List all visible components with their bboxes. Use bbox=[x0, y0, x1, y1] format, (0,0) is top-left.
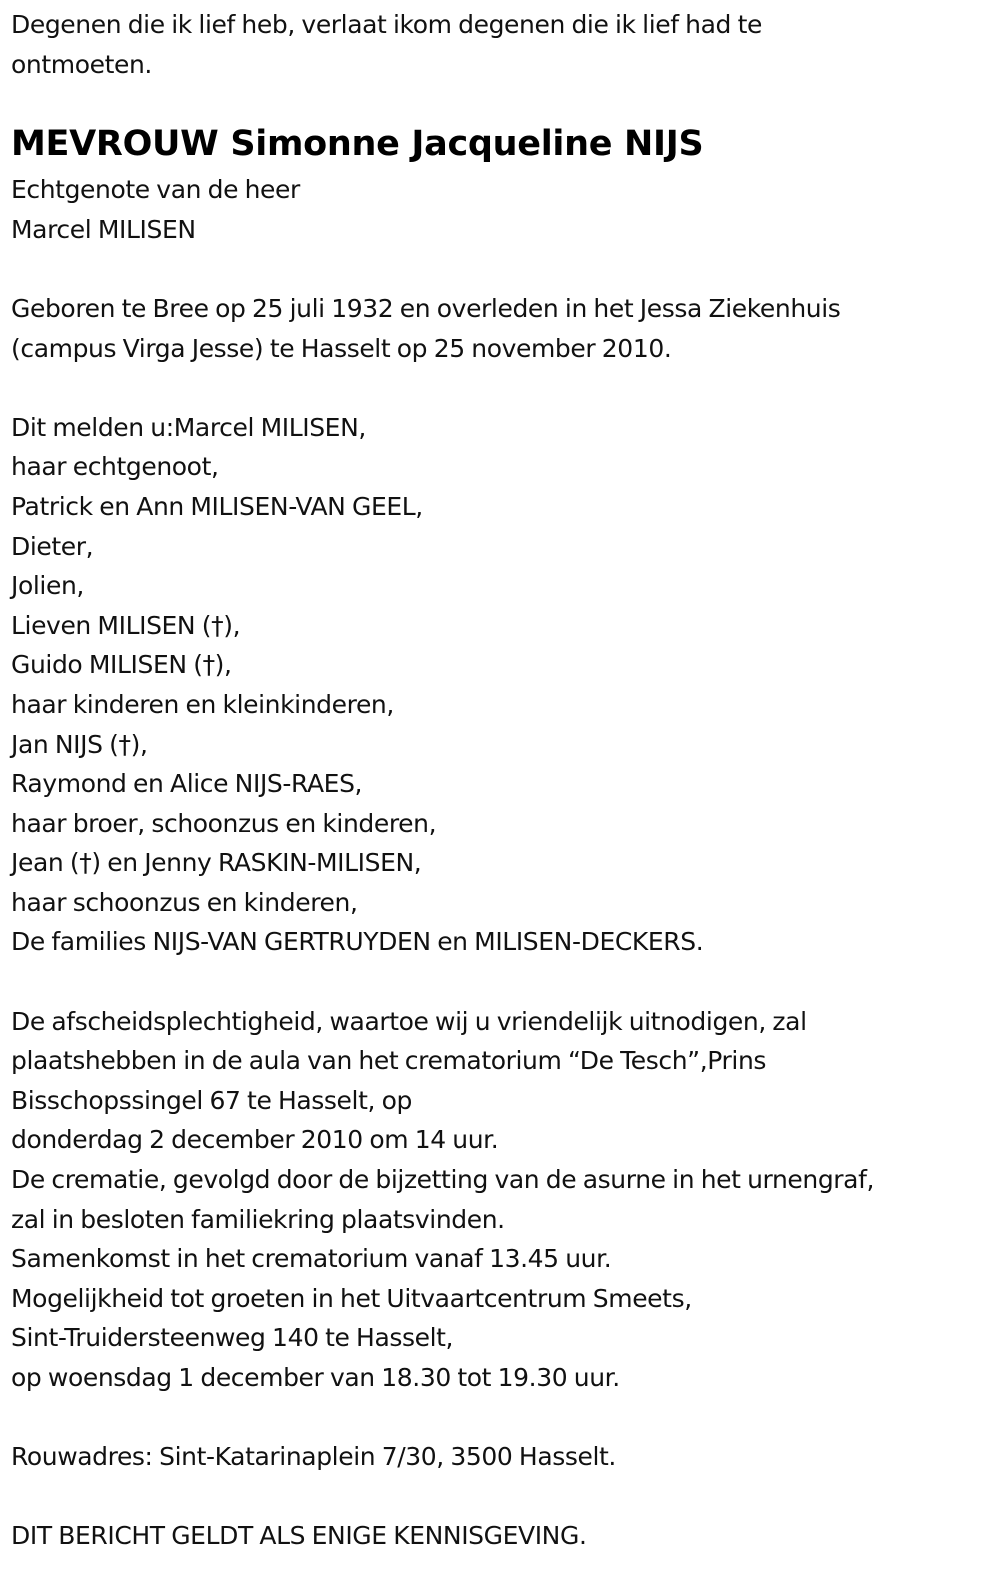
ceremony-line: Samenkomst in het crematorium vanaf 13.45 uur. bbox=[11, 1244, 612, 1274]
motto bbox=[11, 5, 1000, 84]
ceremony-line: donderdag 2 december 2010 om 14 uur. bbox=[11, 1125, 499, 1155]
notice-line: DIT BERICHT GELDT ALS ENIGE KENNISGEVING. bbox=[11, 1521, 587, 1551]
spouse-line: Marcel MILISEN bbox=[11, 214, 196, 244]
announcer-line: Jean (†) en Jenny RASKIN-MILISEN, bbox=[11, 848, 422, 878]
motto-line: Degenen die ik lief heb, verlaat ikom degenen die ik lief had te bbox=[11, 10, 762, 39]
ceremony-line: zal in besloten familiekring plaatsvinden. bbox=[11, 1204, 505, 1234]
announcer-line: haar kinderen en kleinkinderen, bbox=[11, 689, 394, 719]
ceremony-line: Sint-Truidersteenweg 140 te Hasselt, bbox=[11, 1323, 454, 1353]
spacer bbox=[11, 1477, 1000, 1517]
announcer-line: Raymond en Alice NIJS-RAES, bbox=[11, 769, 363, 799]
announcer-line: haar echtgenoot, bbox=[11, 452, 219, 482]
announcer-line: Dieter, bbox=[11, 531, 94, 561]
announcer-line: Jolien, bbox=[11, 571, 84, 601]
motto-line: ontmoeten. bbox=[11, 49, 152, 79]
spacer bbox=[11, 84, 1000, 110]
ceremony-line: Bisschopssingel 67 te Hasselt, op bbox=[11, 1085, 412, 1115]
announcers-list bbox=[11, 408, 1000, 962]
spacer bbox=[11, 368, 1000, 408]
announcer-line: Patrick en Ann MILISEN-VAN GEEL, bbox=[11, 491, 423, 521]
birth-death-line: (campus Virga Jesse) te Hasselt op 25 november 2010. bbox=[11, 333, 672, 363]
announcer-line: haar schoonzus en kinderen, bbox=[11, 887, 358, 917]
ceremony-line: op woensdag 1 december van 18.30 tot 19.30 uur. bbox=[11, 1363, 620, 1392]
birth-death-info bbox=[11, 289, 1000, 368]
spacer bbox=[11, 962, 1000, 1002]
spacer bbox=[11, 1398, 1000, 1438]
announcer-line: Lieven MILISEN (†), bbox=[11, 610, 241, 640]
mourning-address: Rouwadres: Sint-Katarinaplein 7/30, 3500 Hasselt. bbox=[11, 1442, 616, 1472]
spouse-line: Echtgenote van de heer bbox=[11, 175, 300, 205]
announcer-line: Dit melden u:Marcel MILISEN, bbox=[11, 412, 366, 442]
ceremony-line: De crematie, gevolgd door de bijzetting van de asurne in het urnengraf, bbox=[11, 1165, 875, 1195]
ceremony-line: Mogelijkheid tot groeten in het Uitvaartcentrum Smeets, bbox=[11, 1283, 692, 1313]
announcer-line: haar broer, schoonzus en kinderen, bbox=[11, 808, 437, 838]
birth-death-line: Geboren te Bree op 25 juli 1932 en overleden in het Jessa Ziekenhuis bbox=[11, 293, 841, 323]
ceremony-info bbox=[11, 1002, 1000, 1398]
ceremony-line: plaatshebben in de aula van het crematorium “De Tesch”,Prins bbox=[11, 1046, 767, 1076]
announcer-line: Jan NIJS (†), bbox=[11, 729, 148, 759]
announcer-line: Guido MILISEN (†), bbox=[11, 650, 232, 680]
spacer bbox=[11, 249, 1000, 289]
announcer-line: De families NIJS-VAN GERTRUYDEN en MILISEN-DECKERS. bbox=[11, 927, 704, 957]
deceased-name: MEVROUW Simonne Jacqueline NIJS bbox=[11, 124, 704, 165]
ceremony-line: De afscheidsplechtigheid, waartoe wij u vriendelijk uitnodigen, zal bbox=[11, 1006, 807, 1036]
spouse-info bbox=[11, 170, 1000, 249]
